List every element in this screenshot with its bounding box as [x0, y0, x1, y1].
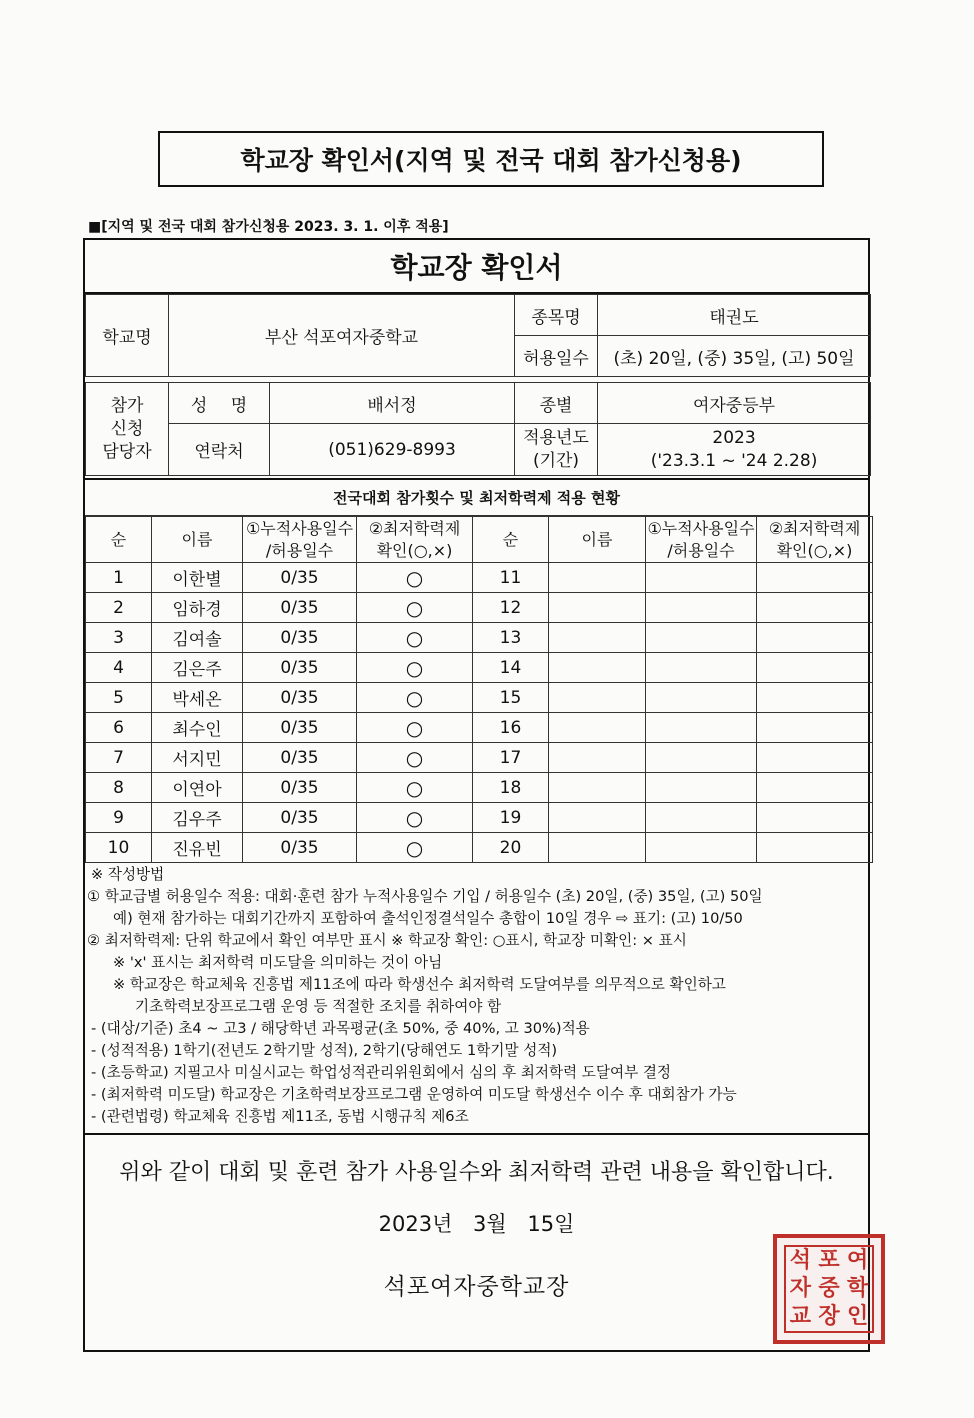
form-heading: 학교장 확인서 — [85, 240, 868, 294]
year-value: 2023 — [712, 427, 756, 448]
student-name: 이연아 — [152, 773, 243, 803]
row-no: 18 — [473, 773, 549, 803]
row-no: 2 — [86, 593, 152, 623]
min-academic-check: ○ — [357, 833, 473, 863]
year-cell — [598, 424, 871, 476]
student-name: 서지민 — [152, 743, 243, 773]
used-days — [646, 833, 757, 863]
table-row — [86, 743, 873, 773]
row-no: 11 — [473, 563, 549, 593]
min-academic-check — [757, 743, 873, 773]
row-no: 5 — [86, 683, 152, 713]
used-days — [646, 653, 757, 683]
table-row — [86, 653, 873, 683]
seal-glyph: 장 — [818, 1304, 840, 1329]
min-academic-check — [757, 623, 873, 653]
used-days — [646, 803, 757, 833]
used-days: 0/35 — [243, 593, 357, 623]
instruction-line: 기초학력보장프로그램 운영 등 적절한 조치를 취하여야 함 — [135, 998, 502, 1015]
min-academic-check: ○ — [357, 593, 473, 623]
seal-glyph: 석 — [789, 1248, 811, 1273]
table-row — [86, 833, 873, 863]
min-academic-check — [757, 683, 873, 713]
student-name: 이한별 — [152, 563, 243, 593]
name-value: 배서정 — [270, 383, 515, 424]
header-min-academic: ②최저학력제 확인(○,×) — [357, 517, 473, 563]
category-value: 여자중등부 — [598, 383, 871, 424]
application-note: ■[지역 및 전국 대회 참가신청용 2023. 3. 1. 이후 적용] — [88, 219, 449, 235]
name-label: 성 명 — [169, 383, 270, 424]
seal-glyph: 인 — [847, 1304, 869, 1329]
instructions-title: ※ 작성방법 — [91, 866, 165, 883]
student-name: 진유빈 — [152, 833, 243, 863]
used-days — [646, 773, 757, 803]
used-days — [646, 713, 757, 743]
confirmation-statement — [85, 1133, 868, 1354]
allowed-days-label: 허용일수 — [515, 336, 598, 377]
row-no: 1 — [86, 563, 152, 593]
seal-glyph: 학 — [847, 1276, 869, 1301]
used-days: 0/35 — [243, 653, 357, 683]
row-no: 12 — [473, 593, 549, 623]
min-academic-check: ○ — [357, 563, 473, 593]
seal-glyph: 여 — [847, 1248, 869, 1273]
min-academic-check — [757, 773, 873, 803]
category-label: 종별 — [515, 383, 598, 424]
applicant-label: 참가 신청 담당자 — [86, 383, 169, 476]
used-days: 0/35 — [243, 833, 357, 863]
used-days: 0/35 — [243, 623, 357, 653]
student-name: 김우주 — [152, 803, 243, 833]
instruction-line: - (최저학력 미도달) 학교장은 기초학력보장프로그램 운영하여 미도달 학생선수 이수 후 대회참가 가능 — [91, 1086, 737, 1103]
min-academic-check — [757, 833, 873, 863]
min-academic-check: ○ — [357, 683, 473, 713]
sport-value: 태권도 — [598, 295, 871, 336]
student-name — [549, 593, 646, 623]
row-no: 7 — [86, 743, 152, 773]
row-no: 14 — [473, 653, 549, 683]
student-name — [549, 623, 646, 653]
contact-label: 연락처 — [169, 424, 270, 476]
info-table — [85, 294, 871, 476]
seal-glyph: 자 — [789, 1276, 811, 1301]
seal-glyph: 중 — [818, 1276, 840, 1301]
row-no: 17 — [473, 743, 549, 773]
student-name — [549, 803, 646, 833]
used-days — [646, 593, 757, 623]
used-days: 0/35 — [243, 683, 357, 713]
used-days: 0/35 — [243, 803, 357, 833]
row-no: 10 — [86, 833, 152, 863]
min-academic-check: ○ — [357, 743, 473, 773]
document-title-box: 학교장 확인서(지역 및 전국 대회 참가신청용) — [158, 131, 824, 187]
student-name — [549, 833, 646, 863]
instruction-line: ② 최저학력제: 단위 학교에서 확인 여부만 표시 ※ 학교장 확인: ○표시, 학교장 미확인: × 표시 — [87, 932, 687, 949]
instruction-line: ① 학교급별 허용일수 적용: 대회·훈련 참가 누적사용일수 기입 / 허용일수 (초) 20일, (중) 35일, (고) 50일 — [87, 888, 763, 905]
row-no: 13 — [473, 623, 549, 653]
document-date: 2023년 3월 15일 — [378, 1212, 575, 1236]
min-academic-check — [757, 653, 873, 683]
min-academic-check — [757, 803, 873, 833]
used-days — [646, 623, 757, 653]
student-name — [549, 683, 646, 713]
student-name: 박세온 — [152, 683, 243, 713]
min-academic-check: ○ — [357, 773, 473, 803]
header-no: 순 — [473, 517, 549, 563]
status-heading: 전국대회 참가횟수 및 최저학력제 적용 현황 — [85, 478, 868, 516]
table-row — [86, 773, 873, 803]
used-days — [646, 743, 757, 773]
instruction-line: - (초등학교) 지필고사 미실시교는 학업성적관리위원회에서 심의 후 최저학력 도달여부 결정 — [91, 1064, 672, 1081]
min-academic-check: ○ — [357, 623, 473, 653]
instruction-line: ※ 학교장은 학교체육 진흥법 제11조에 따라 학생선수 최저학력 도달여부를 의무적으로 확인하고 — [113, 976, 726, 993]
header-no: 순 — [86, 517, 152, 563]
row-no: 8 — [86, 773, 152, 803]
student-name: 김여솔 — [152, 623, 243, 653]
seal-glyph: 포 — [818, 1248, 840, 1273]
student-name: 임하경 — [152, 593, 243, 623]
used-days — [646, 683, 757, 713]
table-row — [86, 803, 873, 833]
instruction-line: - (성적적용) 1학기(전년도 2학기말 성적), 2학기(당해연도 1학기말 성적) — [91, 1042, 558, 1059]
instruction-line: 예) 현재 참가하는 대회기간까지 포함하여 출석인정결석일수 총합이 10일 경우 ⇨ 표기: (고) 10/50 — [113, 910, 743, 927]
seal-glyph: 교 — [789, 1304, 811, 1329]
min-academic-check — [757, 563, 873, 593]
table-row — [86, 593, 873, 623]
row-no: 4 — [86, 653, 152, 683]
used-days: 0/35 — [243, 773, 357, 803]
student-name — [549, 653, 646, 683]
row-no: 16 — [473, 713, 549, 743]
contact-value: (051)629-8993 — [270, 424, 515, 476]
used-days: 0/35 — [243, 713, 357, 743]
row-no: 3 — [86, 623, 152, 653]
min-academic-check: ○ — [357, 803, 473, 833]
sport-label: 종목명 — [515, 295, 598, 336]
instruction-line: - (관련법령) 학교체육 진흥법 제11조, 동법 시행규칙 제6조 — [91, 1108, 469, 1125]
row-no: 6 — [86, 713, 152, 743]
instruction-line: - (대상/기준) 초4 ~ 고3 / 해당학년 과목평균(초 50%, 중 40%, 고 30%)적용 — [91, 1020, 590, 1037]
used-days: 0/35 — [243, 563, 357, 593]
min-academic-check — [757, 593, 873, 623]
student-name — [549, 743, 646, 773]
confirmation-form — [83, 238, 870, 1352]
row-no: 19 — [473, 803, 549, 833]
row-no: 15 — [473, 683, 549, 713]
writing-instructions — [87, 864, 870, 1128]
school-label: 학교명 — [86, 295, 169, 377]
header-min-academic: ②최저학력제 확인(○,×) — [757, 517, 873, 563]
student-name — [549, 563, 646, 593]
used-days: 0/35 — [243, 743, 357, 773]
instruction-line: ※ 'x' 표시는 최저학력 미도달을 의미하는 것이 아님 — [113, 954, 443, 971]
header-used-days: ①누적사용일수 /허용일수 — [646, 517, 757, 563]
seal-characters — [784, 1245, 874, 1333]
table-row — [86, 623, 873, 653]
table-row — [86, 713, 873, 743]
period-value: ('23.3.1 ~ '24 2.28) — [650, 450, 818, 471]
allowed-days-value: (초) 20일, (중) 35일, (고) 50일 — [598, 336, 871, 377]
year-label: 적용년도 (기간) — [515, 424, 598, 476]
student-name — [549, 773, 646, 803]
principal-signature: 석포여자중학교장 — [383, 1274, 570, 1300]
student-name: 최수인 — [152, 713, 243, 743]
table-row — [86, 683, 873, 713]
school-value: 부산 석포여자중학교 — [169, 295, 515, 377]
student-name: 김은주 — [152, 653, 243, 683]
table-row — [86, 563, 873, 593]
school-seal-stamp — [773, 1234, 885, 1344]
min-academic-check: ○ — [357, 653, 473, 683]
used-days — [646, 563, 757, 593]
confirm-text: 위와 같이 대회 및 훈련 참가 사용일수와 최저학력 관련 내용을 확인합니다. — [119, 1160, 834, 1185]
row-no: 9 — [86, 803, 152, 833]
header-used-days: ①누적사용일수 /허용일수 — [243, 517, 357, 563]
min-academic-check — [757, 713, 873, 743]
min-academic-check: ○ — [357, 713, 473, 743]
row-no: 20 — [473, 833, 549, 863]
student-name — [549, 713, 646, 743]
roster-table — [85, 516, 873, 863]
header-name: 이름 — [549, 517, 646, 563]
header-name: 이름 — [152, 517, 243, 563]
